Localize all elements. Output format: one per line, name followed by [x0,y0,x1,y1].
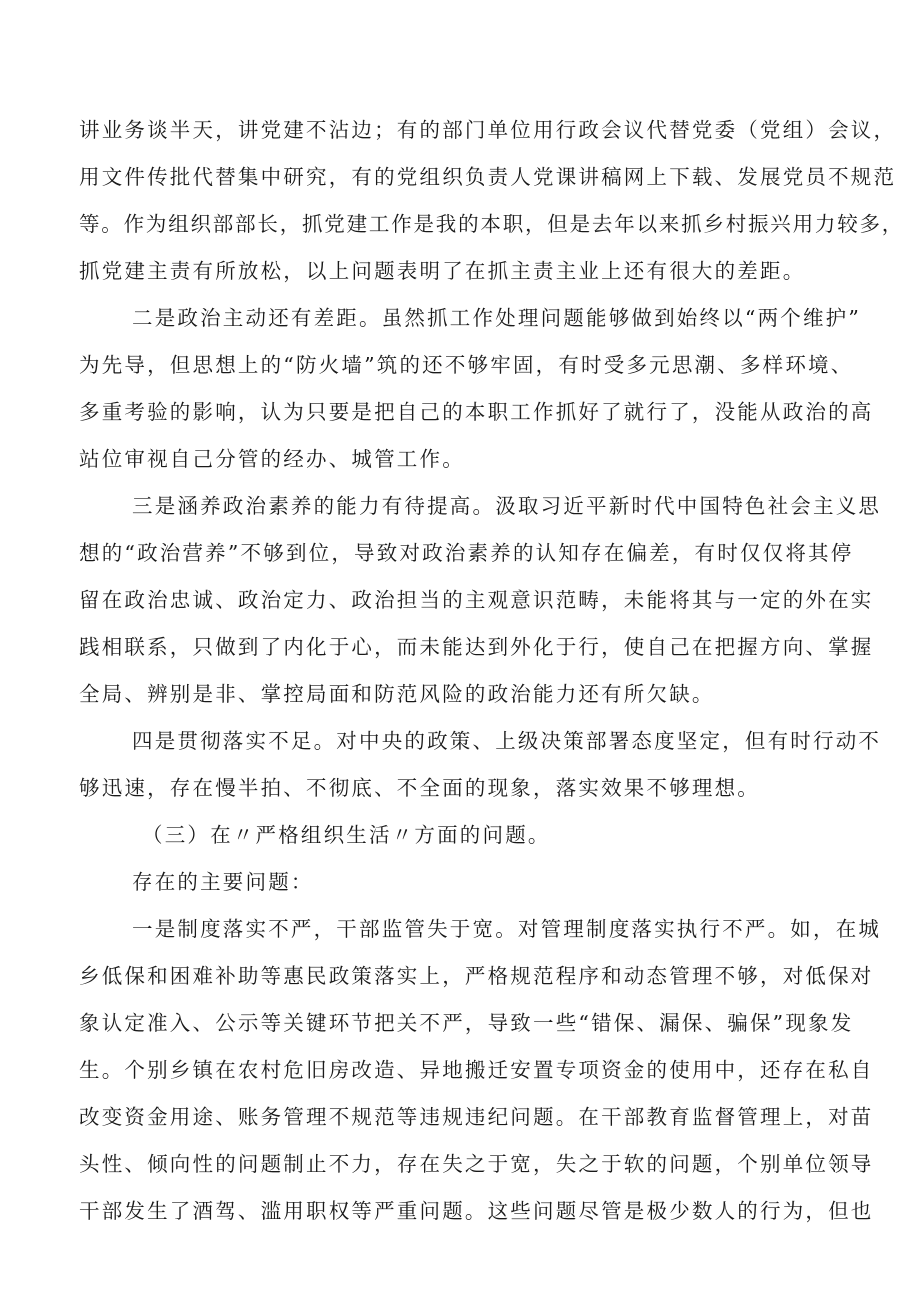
subheading: 存在的主要问题： [132,870,314,894]
text-line: 讲业务谈半天，讲党建不沾边；有的部门单位用行政会议代替党委（党组）会议， [79,118,897,142]
section-heading: （三）在〃严格组织生活〃方面的问题。 [142,823,551,847]
text-line: 全局、辨别是非、掌控局面和防范风险的政治能力还有所欠缺。 [79,682,715,706]
text-line: 生。个别乡镇在农村危旧房改造、异地搬迁安置专项资金的使用中，还存在私自 [79,1058,874,1082]
text-line: 头性、倾向性的问题制止不力，存在失之于宽，失之于软的问题，个别单位领导 [79,1152,874,1176]
text-line: 站位审视自己分管的经办、城管工作。 [79,447,465,471]
text-line: 等。作为组织部部长，抓党建工作是我的本职，但是去年以来抓乡村振兴用力较多， [79,212,905,236]
text-line: 象认定准入、公示等关键环节把关不严，导致一些“错保、漏保、骗保”现象发 [79,1011,854,1035]
text-line: 乡低保和困难补助等惠民政策落实上，严格规范程序和动态管理不够，对低保对 [79,964,874,988]
text-line: 践相联系，只做到了内化于心，而未能达到外化于行，使自己在把握方向、掌握 [79,635,874,659]
text-line: 干部发生了酒驾、滥用职权等严重问题。这些问题尽管是极少数人的行为，但也 [79,1199,874,1223]
text-line: 想的“政治营养”不够到位，导致对政治素养的认知存在偏差，有时仅仅将其停 [79,541,854,565]
text-line: 用文件传批代替集中研究，有的党组织负责人党课讲稿网上下载、发展党员不规范 [79,165,897,189]
paragraph-first-line: 三是涵养政治素养的能力有待提高。汲取习近平新时代中国特色社会主义思 [132,494,882,518]
text-line: 为先导，但思想上的“防火墙”筑的还不够牢固，有时受多元思潮、多样环境、 [79,353,854,377]
text-line: 留在政治忠诚、政治定力、政治担当的主观意识范畴，未能将其与一定的外在实 [79,588,874,612]
paragraph-first-line: 二是政治主动还有差距。虽然抓工作处理问题能够做到始终以“两个维护” [132,306,862,330]
text-line: 多重考验的影响，认为只要是把自己的本职工作抓好了就行了，没能从政治的高 [79,400,874,424]
text-line: 改变资金用途、账务管理不规范等违规违纪问题。在干部教育监督管理上，对苗 [79,1105,874,1129]
text-line: 够迅速，存在慢半拍、不彻底、不全面的现象，落实效果不够理想。 [79,776,760,800]
text-line: 抓党建主责有所放松，以上问题表明了在抓主责主业上还有很大的差距。 [79,259,806,283]
paragraph-first-line: 一是制度落实不严，干部监管失于宽。对管理制度落实执行不严。如，在城 [132,917,882,941]
paragraph-first-line: 四是贯彻落实不足。对中央的政策、上级决策部署态度坚定，但有时行动不 [132,729,882,753]
